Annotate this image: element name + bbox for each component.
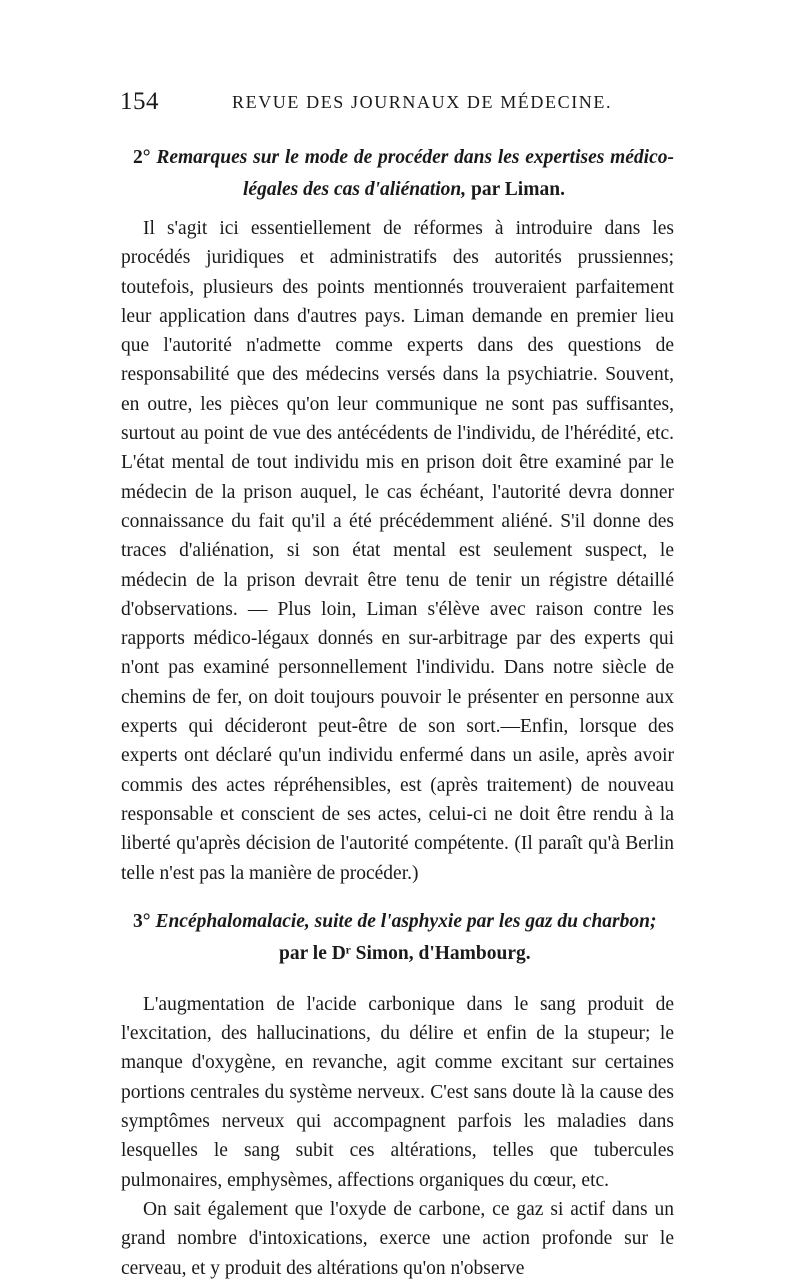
section-2-title: Remarques sur le mode de procéder dans les expertises médico-légales des cas d'aliénation, (156, 147, 674, 200)
running-head: REVUE DES JOURNAUX DE MÉDECINE. (232, 92, 613, 112)
section-2-number: 2° (133, 147, 151, 168)
section-2-author: par Liman. (471, 179, 565, 200)
section-2-heading (121, 142, 674, 206)
page-content (121, 142, 674, 1283)
section-3-author: par le Dʳ Simon, d'Hambourg. (279, 942, 531, 964)
section-2-paragraph: Il s'agit ici essentiellement de réformes à introduire dans les procédés juridiques et administratifs des autorités prussiennes; toutefois, plusieurs des points mentionnés trouveraient parfaitement leur application dans d'autres pays. Liman demande en premier lieu que l'autorité n'admette comme experts dans des questions de responsabilité que des médecins versés dans la psychiatrie. Souvent, en outre, les pièces qu'on leur communique ne sont pas suffisantes, surtout au point de vue des antécédents de l'individu, de l'hérédité, etc. L'état mental de tout individu mis en prison doit être examiné par le médecin de la prison auquel, le cas échéant, l'autorité devra donner connaissance du fait qu'il a été précédemment aliéné. S'il donne des traces d'aliénation, si son état mental est seulement suspect, le médecin de la prison devrait être tenu de tenir un régistre détaillé d'observations. — Plus loin, Liman s'élève avec raison contre les rapports médico-légaux donnés en sur-arbitrage par des experts qui n'ont pas examiné personnellement l'individu. Dans notre siècle de chemins de fer, on doit toujours pouvoir le présenter en personne aux experts qui décideront peut-être de son sort.—Enfin, lorsque des experts ont déclaré qu'un individu enfermé dans un asile, après avoir commis des actes répréhensibles, est (après traitement) de nouveau responsable et conscient de ses actes, celui-ci ne doit être rendu à la liberté qu'après décision de l'autorité compétente. (Il paraît qu'à Berlin telle n'est pas la manière de procéder.) (121, 218, 674, 884)
section-3-title: Encéphalomalacie, suite de l'asphyxie par les gaz du charbon; (155, 910, 657, 932)
section-3-heading (121, 906, 674, 970)
section-3-paragraph-1: L'augmentation de l'acide carbonique dans le sang produit de l'excitation, des hallucinations, du délire et enfin de la stupeur; le manque d'oxygène, en revanche, agit comme excitant sur certaines portions centrales du système nerveux. C'est sans doute là la cause des symptômes nerveux qui accompagnent parfois les maladies dans lesquelles le sang subit ces altérations, telles que tubercules pulmonaires, emphysèmes, affections organiques du cœur, etc. (121, 993, 674, 1191)
page-number: 154 (120, 88, 159, 115)
section-3-paragraph-2: On sait également que l'oxyde de carbone, ce gaz si actif dans un grand nombre d'intoxications, exerce une action profonde sur le cerveau, et y produit des altérations qu'on n'observe (121, 1198, 674, 1279)
section-3-number: 3° (133, 910, 151, 932)
page-header (120, 88, 680, 124)
